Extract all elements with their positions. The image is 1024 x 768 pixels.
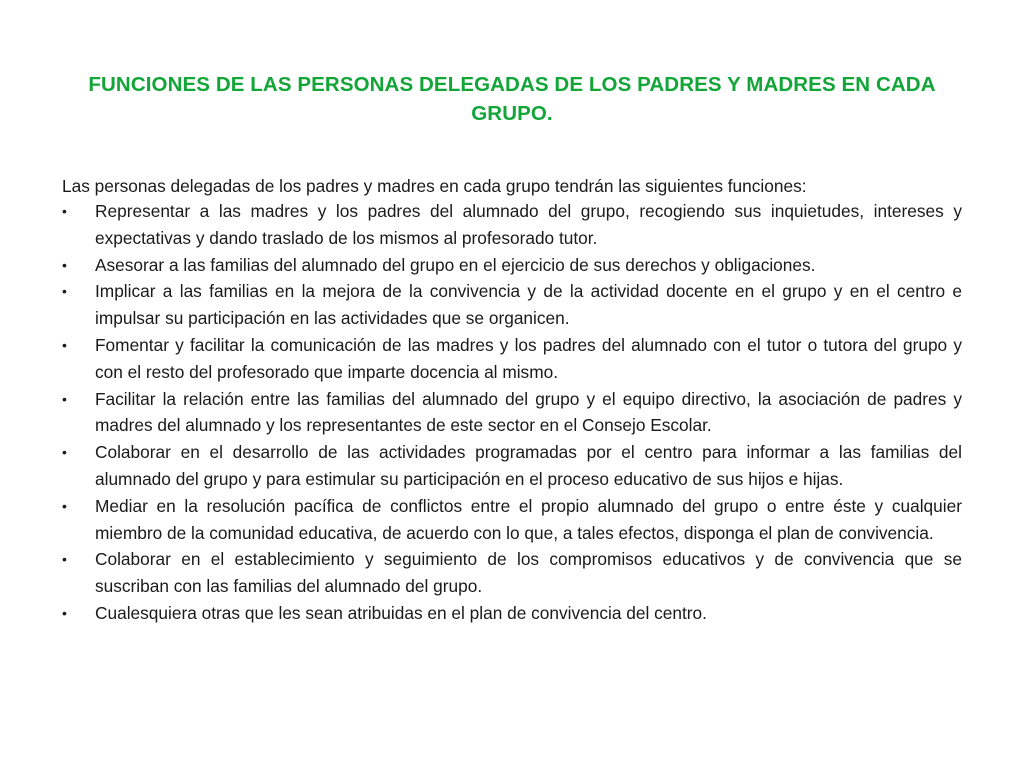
list-item-text: Asesorar a las familias del alumnado del grupo en el ejercicio de sus derechos y obligaciones. xyxy=(95,254,816,275)
list-item-text: Representar a las madres y los padres del alumnado del grupo, recogiendo sus inquietudes, intereses y expectativas y dando traslado de los mismos al profesorado tutor. xyxy=(95,201,962,248)
bullet-icon: • xyxy=(62,497,67,514)
list-item xyxy=(62,332,962,386)
bullet-icon: • xyxy=(62,390,67,407)
list-item xyxy=(62,600,962,627)
list-item-text: Facilitar la relación entre las familias del alumnado del grupo y el equipo directivo, la asociación de padres y madres del alumnado y los representantes de este sector en el Consejo Escolar. xyxy=(95,388,962,436)
bullet-icon: • xyxy=(62,551,67,568)
list-item xyxy=(62,546,962,600)
list-item xyxy=(62,198,962,252)
list-item xyxy=(62,252,962,279)
slide-title: FUNCIONES DE LAS PERSONAS DELEGADAS DE LOS PADRES Y MADRES EN CADA GRUPO. xyxy=(88,73,936,125)
intro-text: Las personas delegadas de los padres y madres en cada grupo tendrán las siguientes funciones: xyxy=(62,176,807,196)
list-item xyxy=(62,493,962,547)
bullet-icon: • xyxy=(62,604,67,621)
list-item-text: Fomentar y facilitar la comunicación de las madres y los padres del alumnado con el tutor o tutora del grupo y con el resto del profesorado que imparte docencia al mismo. xyxy=(95,334,962,382)
list-item-text: Colaborar en el establecimiento y seguimiento de los compromisos educativos y de convivencia que se suscriban con las familias del alumnado del grupo. xyxy=(95,549,962,597)
list-item-text: Implicar a las familias en la mejora de la convivencia y de la actividad docente en el grupo y en el centro e impulsar su participación en las actividades que se organicen. xyxy=(95,281,962,329)
bullet-icon: • xyxy=(62,444,67,461)
list-item xyxy=(62,386,962,440)
bullet-icon: • xyxy=(62,283,67,300)
list-item-text: Colaborar en el desarrollo de las actividades programadas por el centro para informar a las familias del alumnado del grupo y para estimular su participación en el proceso educativo de sus hijos e hijas. xyxy=(95,442,962,489)
bullet-icon: • xyxy=(62,256,67,273)
function-list xyxy=(62,198,962,627)
list-item-text: Mediar en la resolución pacífica de conflictos entre el propio alumnado del grupo o entre éste y cualquier miembro de la comunidad educativa, de acuerdo con lo que, a tales efectos, disponga el plan de convivencia. xyxy=(95,495,962,543)
list-item xyxy=(62,439,962,493)
bullet-icon: • xyxy=(62,203,67,219)
bullet-icon: • xyxy=(62,336,67,353)
list-item xyxy=(62,278,962,332)
list-item-text: Cualesquiera otras que les sean atribuidas en el plan de convivencia del centro. xyxy=(95,602,707,623)
